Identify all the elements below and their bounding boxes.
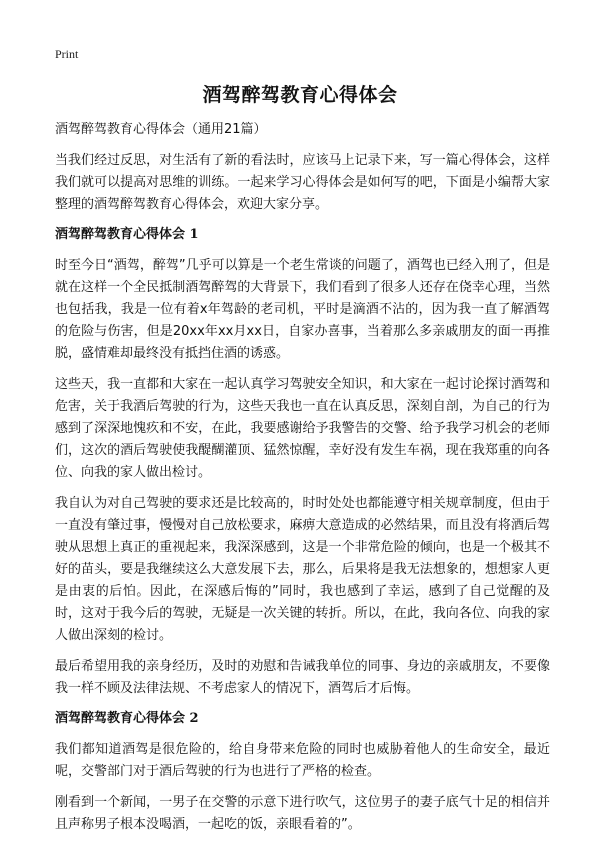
section-paragraph: 我们都知道酒驾是很危险的，给自身带来危险的同时也威胁着他人的生命安全，最近呢，交警部门对于酒后驾驶的行为也进行了严格的检查。	[55, 742, 550, 779]
section-paragraph: 我自认为对自己驾驶的要求还是比较高的，时时处处也都能遵守相关规章制度，但由于一直没有肇过事，慢慢对自己放松要求，麻痹大意造成的必然结果，而且没有将酒后驾驶从思想上真正的重视起来，我深深感到，这是一个非常危险的倾向，也是一个极其不好的苗头，要是我继续这么大意发展下去，那么，后果将是我无法想象的，想想家人更是由衷的后怕。因此，在深感后悔的”同时，我也感到了幸运，感到了自己觉醒的及时，这对于我今后的驾驶，无疑是一次关键的转折。所以，在此，我向各位、向我的家人做出深刻的检讨。	[55, 496, 550, 643]
section-paragraph: 最后希望用我的亲身经历，及时的劝慰和告诫我单位的同事、身边的亲戚朋友，不要像我一样不顾及法律法规、不考虑家人的情况下，酒驾后才后悔。	[55, 659, 550, 696]
intro-paragraph: 当我们经过反思，对生活有了新的看法时，应该马上记录下来，写一篇心得体会，这样我们就可以提高对思维的训练。一起来学习心得体会是如何写的吧，下面是小编帮大家整理的酒驾醉驾教育心得体会，欢迎大家分享。	[55, 153, 550, 212]
page-title: 酒驾醉驾教育心得体会	[202, 84, 398, 106]
section-paragraph: 时至今日“酒驾，醉驾”几乎可以算是一个老生常谈的问题了，酒驾也已经入刑了，但是就在这样一个全民抵制酒驾醉驾的大背景下，我们看到了很多人还存在侥幸心理，当然也包括我，我是一位有着x年驾龄的老司机，平时是滴酒不沾的，因为我一直了解酒驾的危险与伤害，但是20xx年xx月xx日，自家办喜事，当着那么多亲戚朋友的面一再推脱，盛情难却最终没有抵挡住酒的诱惑。	[55, 258, 550, 361]
section-paragraph: 这些天，我一直都和大家在一起认真学习驾驶安全知识，和大家在一起讨论探讨酒驾和危害，关于我酒后驾驶的行为，这些天我也一直在认真反思，深刻自剖，为自己的行为感到了深深地愧疚和不安，在此，我要感谢给予我警告的交警、给予我学习机会的老师们，这次的酒后驾驶使我醍醐灌顶、猛然惊醒，幸好没有发生车祸，现在我郑重的向各位、向我的家人做出检讨。	[55, 377, 550, 480]
section-paragraph: 刚看到一个新闻，一男子在交警的示意下进行吹气，这位男子的妻子底气十足的相信并且声称男子根本没喝酒，一起吃的饭，亲眼看着的”。	[55, 795, 550, 832]
document-body	[55, 120, 550, 845]
section-heading: 酒驾醉驾教育心得体会 2	[55, 711, 199, 726]
section-heading: 酒驾醉驾教育心得体会 1	[55, 227, 199, 242]
print-label: Print	[55, 47, 79, 61]
document-subtitle: 酒驾醉驾教育心得体会（通用21篇）	[55, 122, 267, 137]
